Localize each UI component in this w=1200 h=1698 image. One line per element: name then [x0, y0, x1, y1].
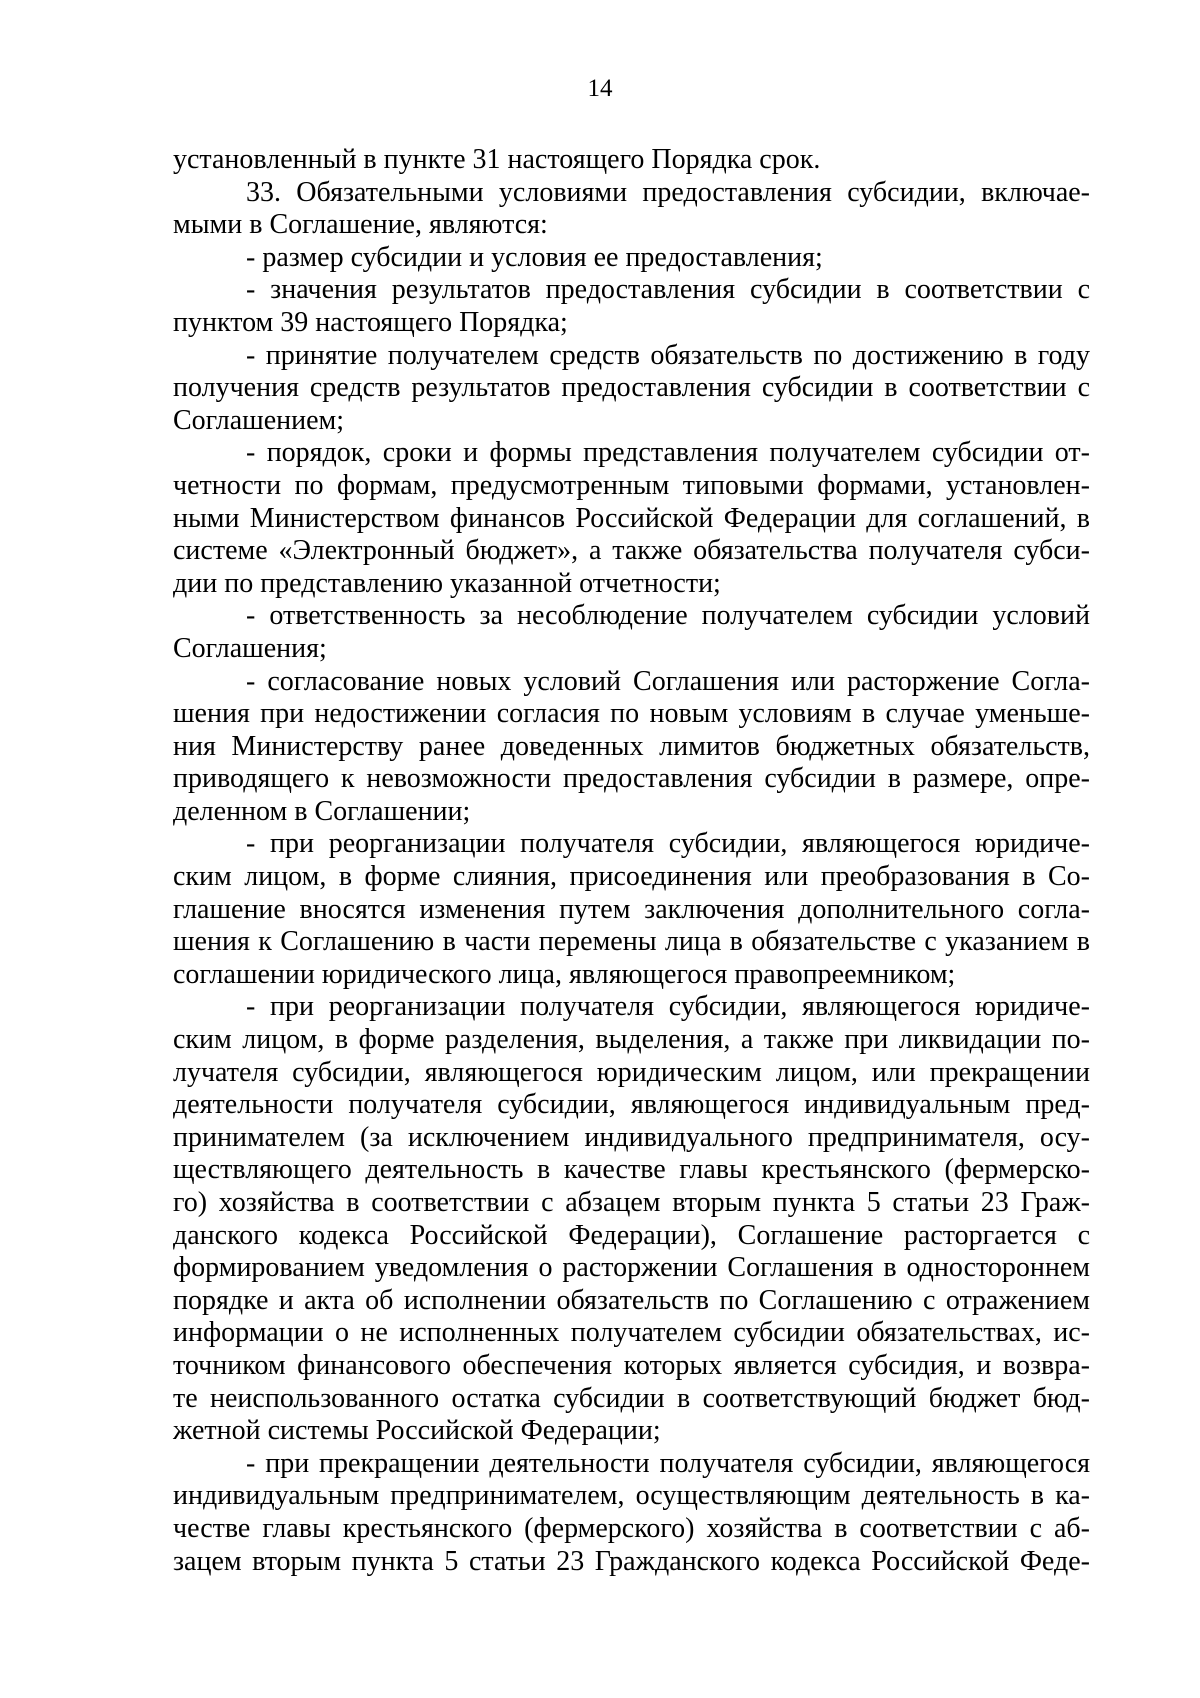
- text-line: деятельности получателя субсидии, являющегося индивидуальным пред-: [173, 1089, 1090, 1121]
- page-number: 14: [587, 75, 613, 102]
- text-line: данского кодекса Российской Федерации), Соглашение расторгается с: [173, 1219, 1090, 1251]
- text-line: го) хозяйства в соответствии с абзацем вторым пункта 5 статьи 23 Граж-: [173, 1187, 1090, 1218]
- text-line: честве главы крестьянского (фермерского) хозяйства в соответствии с аб-: [173, 1512, 1090, 1544]
- text-line: - при прекращении деятельности получателя субсидии, являющегося: [246, 1447, 1090, 1479]
- text-line: приводящего к невозможности предоставления субсидии в размере, опре-: [173, 763, 1090, 795]
- text-line: установленный в пункте 31 настоящего Порядка срок.: [173, 144, 821, 175]
- text-line: ными Министерством финансов Российской Федерации для соглашений, в: [173, 502, 1090, 534]
- text-line: дии по представлению указанной отчетности;: [173, 567, 721, 599]
- text-line: лучателя субсидии, являющегося юридическим лицом, или прекращении: [173, 1056, 1090, 1088]
- text-line: зацем вторым пункта 5 статьи 23 Гражданского кодекса Российской Феде-: [173, 1545, 1090, 1577]
- text-line: мыми в Соглашение, являются:: [173, 209, 548, 241]
- document-body: [173, 144, 1090, 1578]
- text-line: шения при недостижении согласия по новым условиям в случае уменьше-: [173, 698, 1090, 730]
- text-line: деленном в Соглашении;: [173, 795, 471, 827]
- text-line: - ответственность за несоблюдение получателем субсидии условий: [246, 600, 1090, 632]
- text-line: пунктом 39 настоящего Порядка;: [173, 306, 568, 338]
- text-line: индивидуальным предпринимателем, осуществляющим деятельность в ка-: [173, 1480, 1090, 1512]
- text-line: - значения результатов предоставления субсидии в соответствии с: [246, 274, 1090, 306]
- text-line: соглашении юридического лица, являющегося правопреемником;: [173, 958, 956, 990]
- text-line: жетной системы Российской Федерации;: [173, 1415, 661, 1447]
- text-line: - при реорганизации получателя субсидии, являющегося юридиче-: [246, 991, 1090, 1023]
- text-line: ния Министерству ранее доведенных лимитов бюджетных обязательств,: [173, 730, 1090, 762]
- text-line: ществляющего деятельность в качестве главы крестьянского (фермерско-: [173, 1154, 1090, 1186]
- text-line: - принятие получателем средств обязательств по достижению в году: [246, 339, 1090, 371]
- text-line: - порядок, сроки и формы представления получателем субсидии от-: [246, 437, 1090, 469]
- text-line: точником финансового обеспечения которых является субсидия, и возвра-: [173, 1349, 1090, 1381]
- text-line: те неиспользованного остатка субсидии в соответствующий бюджет бюд-: [173, 1382, 1090, 1414]
- text-line: - согласование новых условий Соглашения или расторжение Согла-: [246, 665, 1090, 697]
- text-line: 33. Обязательными условиями предоставления субсидии, включае-: [246, 176, 1090, 208]
- text-line: принимателем (за исключением индивидуального предпринимателя, осу-: [173, 1121, 1090, 1153]
- text-line: Соглашения;: [173, 632, 327, 664]
- text-line: - при реорганизации получателя субсидии, являющегося юридиче-: [246, 828, 1090, 860]
- text-line: шения к Соглашению в части перемены лица в обязательстве с указанием в: [173, 926, 1090, 958]
- text-line: ским лицом, в форме разделения, выделения, а также при ликвидации по-: [173, 1024, 1090, 1056]
- text-line: формированием уведомления о расторжении Соглашения в одностороннем: [173, 1252, 1090, 1284]
- text-line: Соглашением;: [173, 404, 345, 436]
- text-line: системе «Электронный бюджет», а также обязательства получателя субси-: [173, 535, 1090, 567]
- text-line: информации о не исполненных получателем субсидии обязательствах, ис-: [173, 1317, 1090, 1349]
- text-line: ским лицом, в форме слияния, присоединения или преобразования в Со-: [173, 861, 1090, 893]
- text-line: - размер субсидии и условия ее предоставления;: [246, 241, 823, 273]
- text-line: четности по формам, предусмотренным типовыми формами, установлен-: [173, 469, 1090, 501]
- text-line: порядке и акта об исполнении обязательств по Соглашению с отражением: [173, 1284, 1090, 1316]
- text-line: глашение вносятся изменения путем заключения дополнительного согла-: [173, 893, 1090, 925]
- text-line: получения средств результатов предоставления субсидии в соответствии с: [173, 372, 1090, 404]
